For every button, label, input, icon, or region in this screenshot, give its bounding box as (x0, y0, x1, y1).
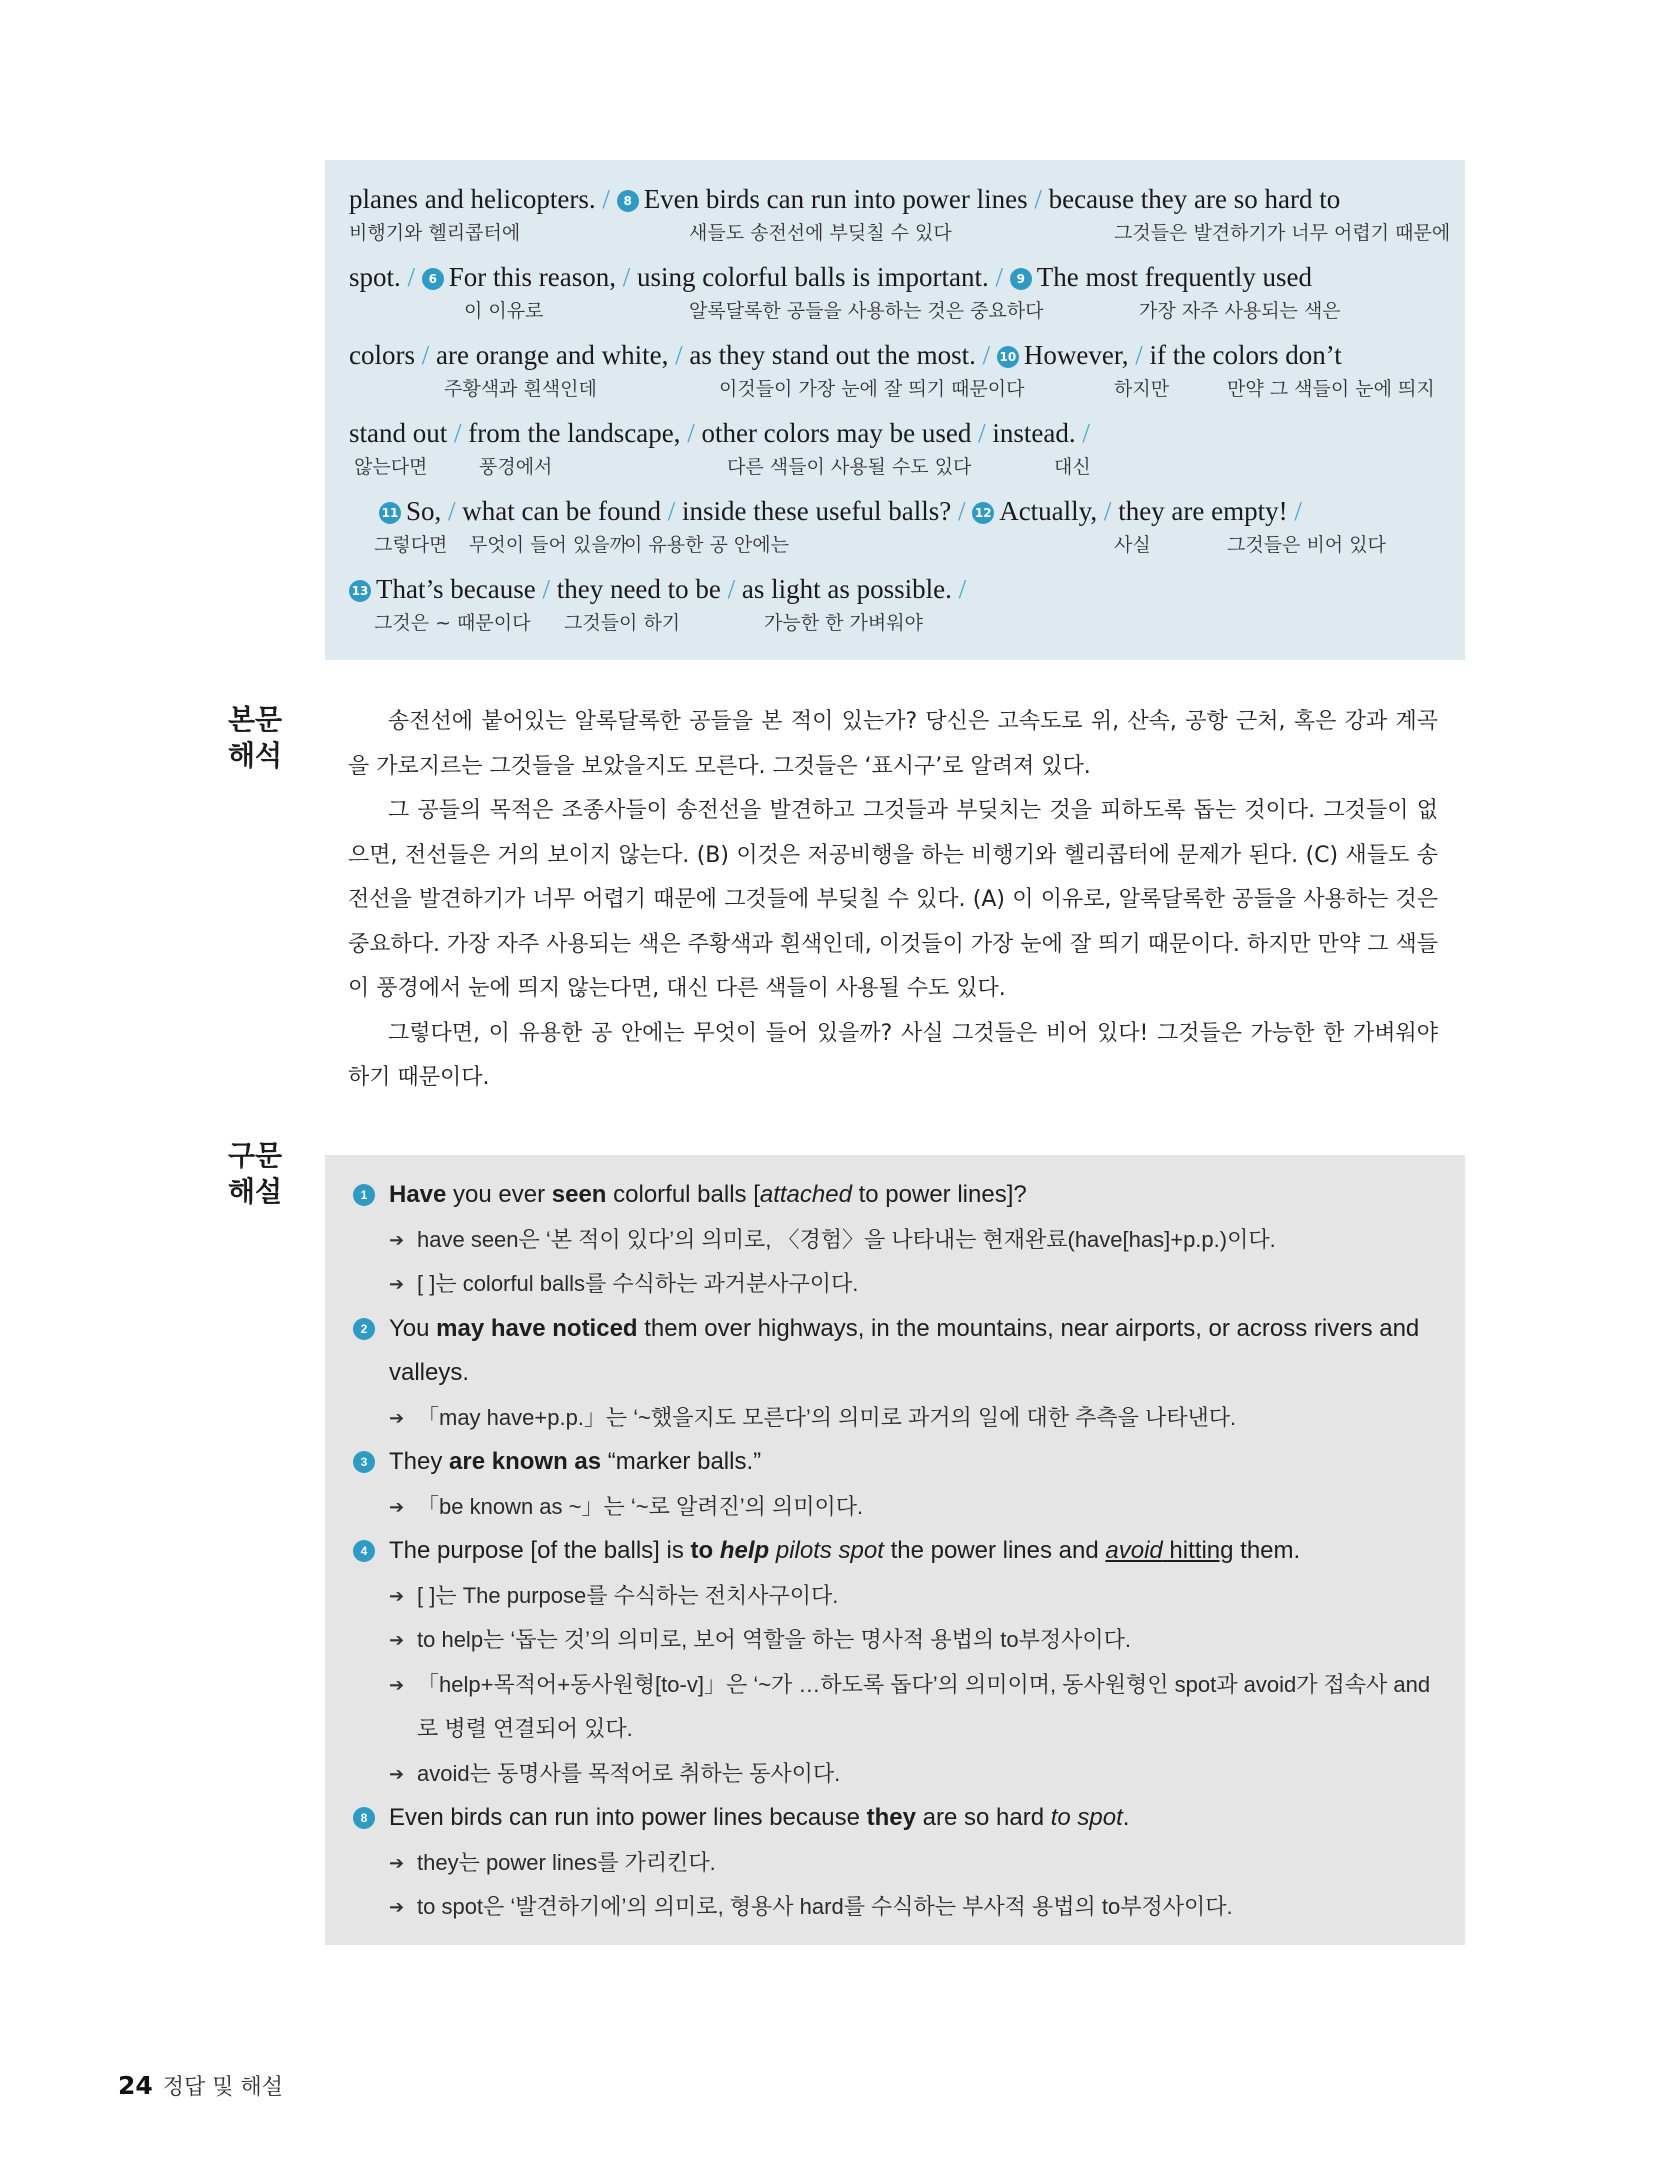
grammar-sentence-text: They are known as “marker balls.” (389, 1448, 762, 1475)
grammar-note (353, 1841, 1435, 1886)
chunk-divider: / (602, 184, 617, 214)
korean-chunk: 만약 그 색들이 눈에 띄지 (1227, 378, 1435, 400)
grammar-note-text: 「be known as ~」는 ‘~로 알려진’의 의미이다. (417, 1493, 864, 1519)
chunk-divider: / (542, 574, 557, 604)
korean-chunk: 그렇다면 (374, 534, 448, 556)
grammar-note-text: to spot은 ‘발견하기에’의 의미로, 형용사 hard를 수식하는 부사적 용법의 to부정사이다. (417, 1894, 1233, 1919)
grammar-note-text: avoid는 동명사를 목적어로 취하는 동사이다. (417, 1760, 841, 1786)
english-chunk: as they stand out the most. (689, 340, 983, 370)
chunk-divider: / (982, 340, 997, 370)
english-chunk: Actually, (999, 496, 1104, 526)
sentence-number-badge: 1 (353, 1184, 375, 1206)
chunk-divider: / (1135, 340, 1150, 370)
grammar-sentence-text: Even birds can run into power lines because they are so hard to spot. (389, 1804, 1130, 1831)
grammar-note-text: to help는 ‘돕는 것’의 의미로, 보어 역할을 하는 명사적 용법의 to부정사이다. (417, 1627, 1131, 1652)
chunk-divider: / (421, 340, 436, 370)
gloss-english (349, 180, 1441, 218)
chunk-divider: / (727, 574, 742, 604)
translation-paragraph: 송전선에 붙어있는 알록달록한 공들을 본 적이 있는가? 당신은 고속도로 위, 산속, 공항 근처, 혹은 강과 계곡을 가로지르는 그것들을 보았을지도 모른다. 그것들은 ‘표시구’로 알려져 있다. (348, 709, 1438, 779)
grammar-sentence (353, 1307, 1435, 1396)
chunk-divider: / (667, 496, 682, 526)
arrow-icon: ➔ (389, 1763, 405, 1784)
english-chunk: colors (349, 340, 422, 370)
gloss-line (349, 180, 1451, 258)
gloss-english (349, 414, 1441, 452)
translation-paragraph: 그렇다면, 이 유용한 공 안에는 무엇이 들어 있을까? 사실 그것들은 비어 있다! 그것들은 가능한 한 가벼워야 하기 때문이다. (348, 1020, 1438, 1090)
grammar-note (353, 1752, 1435, 1797)
korean-chunk: 가능한 한 가벼워야 (764, 612, 923, 634)
chunk-divider: / (1294, 496, 1302, 526)
chunk-divider: / (622, 262, 638, 292)
sentence-number-badge: 10 (997, 346, 1019, 368)
english-chunk: The most frequently used (1036, 262, 1312, 292)
arrow-icon: ➔ (389, 1897, 405, 1917)
gloss-english (349, 570, 1441, 608)
sentence-number-badge: 6 (422, 268, 444, 290)
english-chunk: they need to be (556, 574, 728, 604)
korean-chunk: 대신 (1054, 456, 1091, 478)
interlinear-gloss-box (325, 160, 1465, 660)
english-chunk: However, (1023, 340, 1136, 370)
english-chunk: instead. (992, 418, 1083, 448)
grammar-note (353, 1618, 1435, 1663)
korean-chunk: 않는다면 (354, 456, 428, 478)
grammar-note (353, 1262, 1435, 1307)
chunk-divider: / (407, 262, 422, 292)
gloss-english (349, 258, 1441, 296)
korean-chunk: 그것은 ~ 때문이다 (374, 612, 531, 634)
grammar-sentence (353, 1440, 1435, 1485)
translation-paragraph: 그 공들의 목적은 조종사들이 송전선을 발견하고 그것들과 부딪치는 것을 피하도록 돕는 것이다. 그것들이 없으면, 전선들은 거의 보이지 않는다. (B) 이것은 저공비행을 하는 비행기와 헬리콥터에 문제가 된다. (C) 새들도 송전선을 발견하기가 너무 어렵기 때문에 그것들에 부딪칠 수 있다. (A) 이 이유로, 알록달록한 공들을 사용하는 것은 중요하다. 가장 자주 사용되는 색은 주황색과 흰색인데, 이것들이 가장 눈에 잘 띄기 때문이다. 하지만 만약 그 색들이 풍경에서 눈에 띄지 않는다면, 대신 다른 색들이 사용될 수도 있다. (348, 798, 1438, 1001)
english-chunk: are orange and white, (436, 340, 676, 370)
korean-chunk: 알록달록한 공들을 사용하는 것은 중요하다 (689, 300, 1044, 322)
english-chunk: other colors may be used (701, 418, 979, 448)
korean-translation (348, 700, 1438, 1101)
grammar-note (353, 1574, 1435, 1619)
sentence-number-badge: 13 (349, 580, 371, 602)
english-chunk: what can be found (462, 496, 668, 526)
korean-chunk: 그것들이 하기 (564, 612, 681, 634)
korean-chunk: 그것들은 발견하기가 너무 어렵기 때문에 (1114, 222, 1451, 244)
grammar-note-text: have seen은 ‘본 적이 있다’의 의미로, 〈경험〉을 나타내는 현재완료(have[has]+p.p.)이다. (417, 1226, 1276, 1252)
gloss-korean (349, 298, 1441, 324)
english-chunk: from the landscape, (468, 418, 688, 448)
chunk-divider: / (675, 340, 690, 370)
grammar-heading: 구문 해설 (227, 1139, 283, 1208)
korean-chunk: 주황색과 흰색인데 (444, 378, 597, 400)
grammar-sentence (353, 1529, 1435, 1574)
gloss-line (374, 492, 1441, 570)
korean-chunk: 이 유용한 공 안에는 (624, 534, 789, 556)
korean-chunk: 무엇이 들어 있을까 (469, 534, 628, 556)
sentence-number-badge: 2 (353, 1318, 375, 1340)
grammar-note-text: 「may have+p.p.」는 ‘~했을지도 모른다’의 의미로 과거의 일에 대한 추측을 나타낸다. (417, 1404, 1237, 1430)
gloss-line (349, 258, 1441, 336)
translation-heading: 본문 해석 (227, 703, 283, 772)
gloss-korean (374, 532, 1441, 558)
chunk-divider: / (995, 262, 1010, 292)
gloss-line (349, 414, 1441, 492)
gloss-korean (349, 454, 1441, 480)
footer-label: 정답 및 해설 (162, 2075, 284, 2100)
chunk-divider: / (957, 496, 973, 526)
english-chunk: planes and helicopters. (349, 184, 603, 214)
english-chunk: So, (406, 496, 449, 526)
english-chunk: inside these useful balls? (682, 496, 958, 526)
english-chunk: using colorful balls is important. (637, 262, 996, 292)
english-chunk: Even birds can run into power lines (643, 184, 1035, 214)
arrow-icon: ➔ (389, 1407, 405, 1428)
sentence-number-badge: 12 (972, 502, 994, 524)
sentence-number-badge: 8 (353, 1807, 375, 1829)
sentence-number-badge: 3 (353, 1451, 375, 1473)
korean-chunk: 이 이유로 (464, 300, 544, 322)
english-chunk: they are empty! (1118, 496, 1295, 526)
chunk-divider: / (687, 418, 702, 448)
korean-chunk: 그것들은 비어 있다 (1227, 534, 1386, 556)
sentence-number-badge: 9 (1010, 268, 1032, 290)
gloss-line (349, 336, 1441, 414)
korean-chunk: 하지만 (1114, 378, 1170, 400)
sentence-number-badge: 11 (379, 502, 401, 524)
english-chunk: For this reason, (448, 262, 623, 292)
chunk-divider: / (958, 574, 967, 604)
grammar-note (353, 1885, 1435, 1930)
gloss-english (349, 336, 1441, 374)
gloss-korean (349, 220, 1451, 246)
gloss-korean (349, 610, 1441, 636)
chunk-divider: / (978, 418, 993, 448)
arrow-icon: ➔ (389, 1630, 405, 1650)
gloss-korean (349, 376, 1441, 402)
grammar-note-text: they는 power lines를 가리킨다. (417, 1849, 716, 1875)
arrow-icon: ➔ (389, 1585, 405, 1606)
grammar-notes-box (325, 1155, 1465, 1945)
grammar-note-text: [ ]는 The purpose를 수식하는 전치사구이다. (417, 1582, 839, 1608)
korean-chunk: 풍경에서 (479, 456, 553, 478)
korean-chunk: 새들도 송전선에 부딪칠 수 있다 (689, 222, 952, 244)
english-chunk: stand out (349, 418, 454, 448)
english-chunk: as light as possible. (741, 574, 959, 604)
korean-chunk: 비행기와 헬리콥터에 (349, 222, 521, 244)
grammar-note (353, 1396, 1435, 1441)
grammar-note-text: [ ]는 colorful balls를 수식하는 과거분사구이다. (417, 1271, 859, 1296)
arrow-icon: ➔ (389, 1229, 405, 1250)
arrow-icon: ➔ (389, 1274, 405, 1294)
page-footer (118, 2070, 283, 2101)
grammar-sentence (353, 1173, 1435, 1218)
chunk-divider: / (448, 496, 463, 526)
gloss-english (379, 492, 1441, 530)
arrow-icon: ➔ (389, 1496, 405, 1517)
grammar-sentence (353, 1796, 1435, 1841)
grammar-note-text: 「help+목적어+동사원형[to-v]」은 ‘~가 …하도록 돕다’의 의미이며, 동사원형인 spot과 avoid가 접속사 and로 병렬 연결되어 있다. (417, 1671, 1431, 1741)
grammar-note (353, 1218, 1435, 1263)
arrow-icon: ➔ (389, 1674, 405, 1695)
page-number: 24 (118, 2071, 153, 2100)
korean-chunk: 가장 자주 사용되는 색은 (1139, 300, 1341, 322)
chunk-divider: / (454, 418, 469, 448)
grammar-sentence-text: The purpose [of the balls] is to help pilots spot the power lines and avoid hitting them. (389, 1537, 1301, 1564)
korean-chunk: 사실 (1114, 534, 1151, 556)
chunk-divider: / (1034, 184, 1049, 214)
english-chunk: if the colors don’t (1149, 340, 1342, 370)
sentence-number-badge: 8 (617, 190, 639, 212)
korean-chunk: 이것들이 가장 눈에 잘 띄기 때문이다 (719, 378, 1025, 400)
english-chunk: spot. (349, 262, 408, 292)
arrow-icon: ➔ (389, 1852, 405, 1873)
grammar-note (353, 1485, 1435, 1530)
korean-chunk: 다른 색들이 사용될 수도 있다 (727, 456, 972, 478)
grammar-sentence-text: You may have noticed them over highways, in the mountains, near airports, or across rivers and valleys. (389, 1314, 1420, 1386)
english-chunk: That’s because (376, 574, 543, 604)
english-chunk: because they are so hard to (1048, 184, 1341, 214)
grammar-note (353, 1663, 1435, 1752)
sentence-number-badge: 4 (353, 1540, 375, 1562)
chunk-divider: / (1103, 496, 1119, 526)
gloss-line (349, 570, 1441, 648)
grammar-sentence-text: Have you ever seen colorful balls [attached to power lines]? (389, 1181, 1027, 1208)
chunk-divider: / (1082, 418, 1090, 448)
